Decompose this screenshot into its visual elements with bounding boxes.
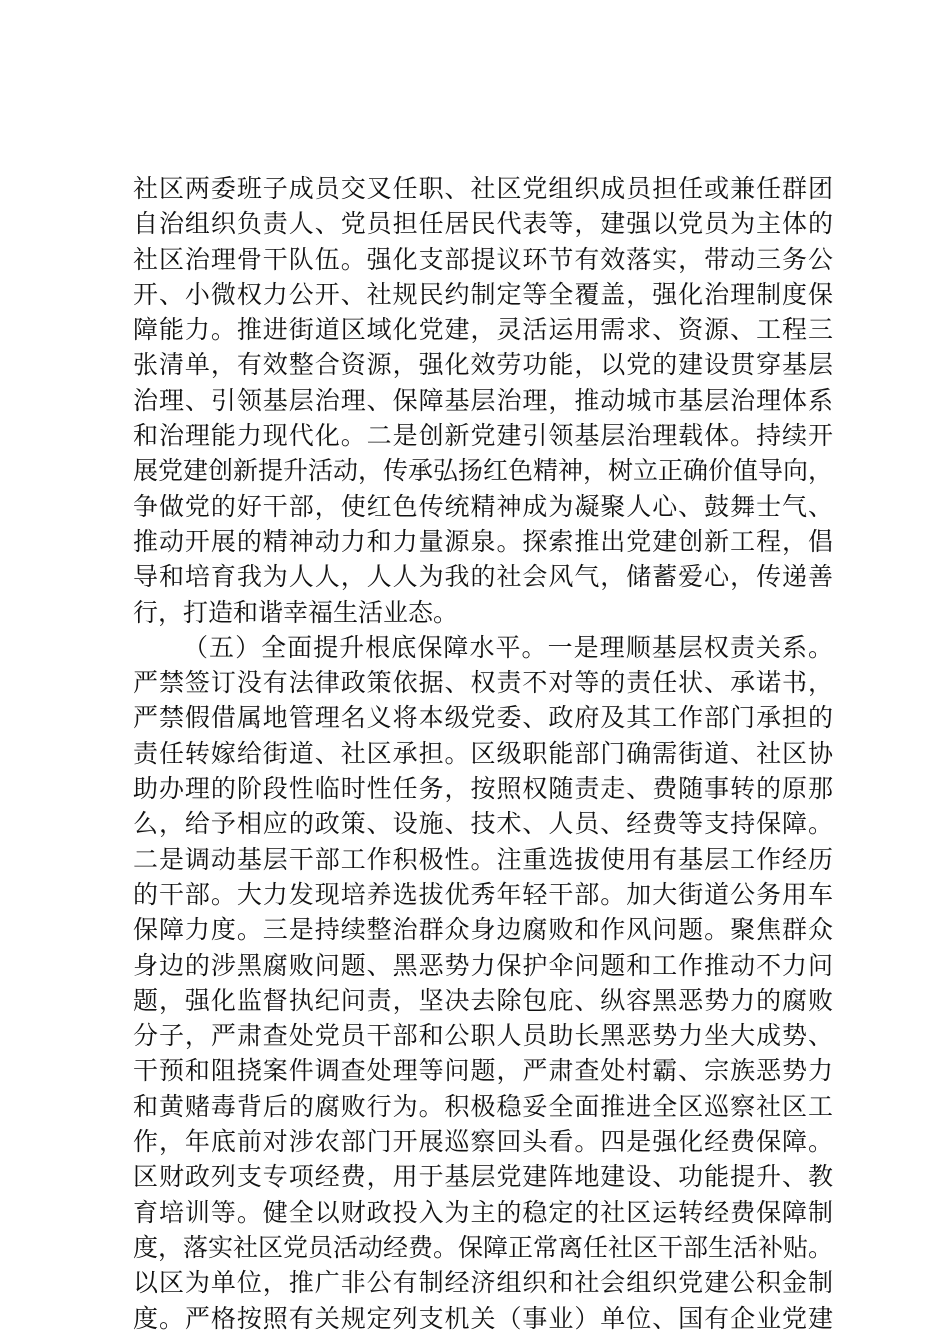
text-line: 身边的涉黑腐败问题、黑恶势力保护伞问题和工作推动不力问 — [133, 950, 833, 980]
text-line: 障能力。推进街道区域化党建，灵活运用需求、资源、工程三 — [133, 315, 833, 345]
text-line: 张清单，有效整合资源，强化效劳功能，以党的建设贯穿基层 — [133, 350, 833, 380]
text-line: 和治理能力现代化。二是创新党建引领基层治理载体。持续开 — [133, 421, 833, 451]
text-line: 争做党的好干部，使红色传统精神成为凝聚人心、鼓舞士气、 — [133, 491, 833, 521]
text-line: 以区为单位，推广非公有制经济组织和社会组织党建公积金制 — [133, 1268, 833, 1298]
text-line: 么，给予相应的政策、设施、技术、人员、经费等支持保障。 — [133, 809, 833, 839]
text-line: 保障力度。三是持续整治群众身边腐败和作风问题。聚焦群众 — [133, 915, 833, 945]
text-line: 分子，严肃查处党员干部和公职人员助长黑恶势力坐大成势、 — [133, 1021, 833, 1051]
text-line: 严禁签订没有法律政策依据、权责不对等的责任状、承诺书， — [133, 668, 833, 698]
text-line: 和黄赌毒背后的腐败行为。积极稳妥全面推进全区巡察社区工 — [133, 1091, 833, 1121]
text-line: 展党建创新提升活动，传承弘扬红色精神，树立正确价值导向， — [133, 456, 834, 486]
text-line: 助办理的阶段性临时性任务，按照权随责走、费随事转的原那 — [133, 774, 833, 804]
text-line: 导和培育我为人人，人人为我的社会风气，储蓄爱心，传递善 — [133, 562, 833, 592]
text-line: 自治组织负责人、党员担任居民代表等，建强以党员为主体的 — [133, 209, 833, 239]
text-line: 治理、引领基层治理、保障基层治理，推动城市基层治理体系 — [133, 385, 833, 415]
text-line: 严禁假借属地管理名义将本级党委、政府及其工作部门承担的 — [133, 703, 833, 733]
paragraph-end-line: 行，打造和谐幸福生活业态。 — [133, 597, 459, 627]
text-line: 责任转嫁给街道、社区承担。区级职能部门确需街道、社区协 — [133, 738, 833, 768]
text-line: 度。严格按照有关规定列支机关（事业）单位、国有企业党建 — [133, 1303, 833, 1333]
text-line: 区财政列支专项经费，用于基层党建阵地建设、功能提升、教 — [133, 1162, 833, 1192]
text-line: 作，年底前对涉农部门开展巡察回头看。四是强化经费保障。 — [133, 1127, 833, 1157]
text-line: 开、小微权力公开、社规民约制定等全覆盖，强化治理制度保 — [133, 279, 833, 309]
text-line: 推动开展的精神动力和力量源泉。探索推出党建创新工程，倡 — [133, 526, 833, 556]
text-line: 社区两委班子成员交叉任职、社区党组织成员担任或兼任群团 — [133, 174, 833, 203]
text-line: 的干部。大力发现培养选拔优秀年轻干部。加大街道公务用车 — [133, 879, 833, 909]
text-line: 社区治理骨干队伍。强化支部提议环节有效落实，带动三务公 — [133, 244, 833, 274]
text-line: 干预和阻挠案件调查处理等问题，严肃查处村霸、宗族恶势力 — [133, 1056, 833, 1086]
body-text — [133, 171, 833, 1336]
text-line: 二是调动基层干部工作积极性。注重选拔使用有基层工作经历 — [133, 844, 833, 874]
section-heading-line: （五）全面提升根底保障水平。一是理顺基层权责关系。 — [183, 632, 833, 662]
text-line: 题，强化监督执纪问责，坚决去除包庇、纵容黑恶势力的腐败 — [133, 985, 833, 1015]
text-line: 育培训等。健全以财政投入为主的稳定的社区运转经费保障制 — [133, 1197, 833, 1227]
text-line: 度，落实社区党员活动经费。保障正常离任社区干部生活补贴。 — [133, 1232, 834, 1262]
